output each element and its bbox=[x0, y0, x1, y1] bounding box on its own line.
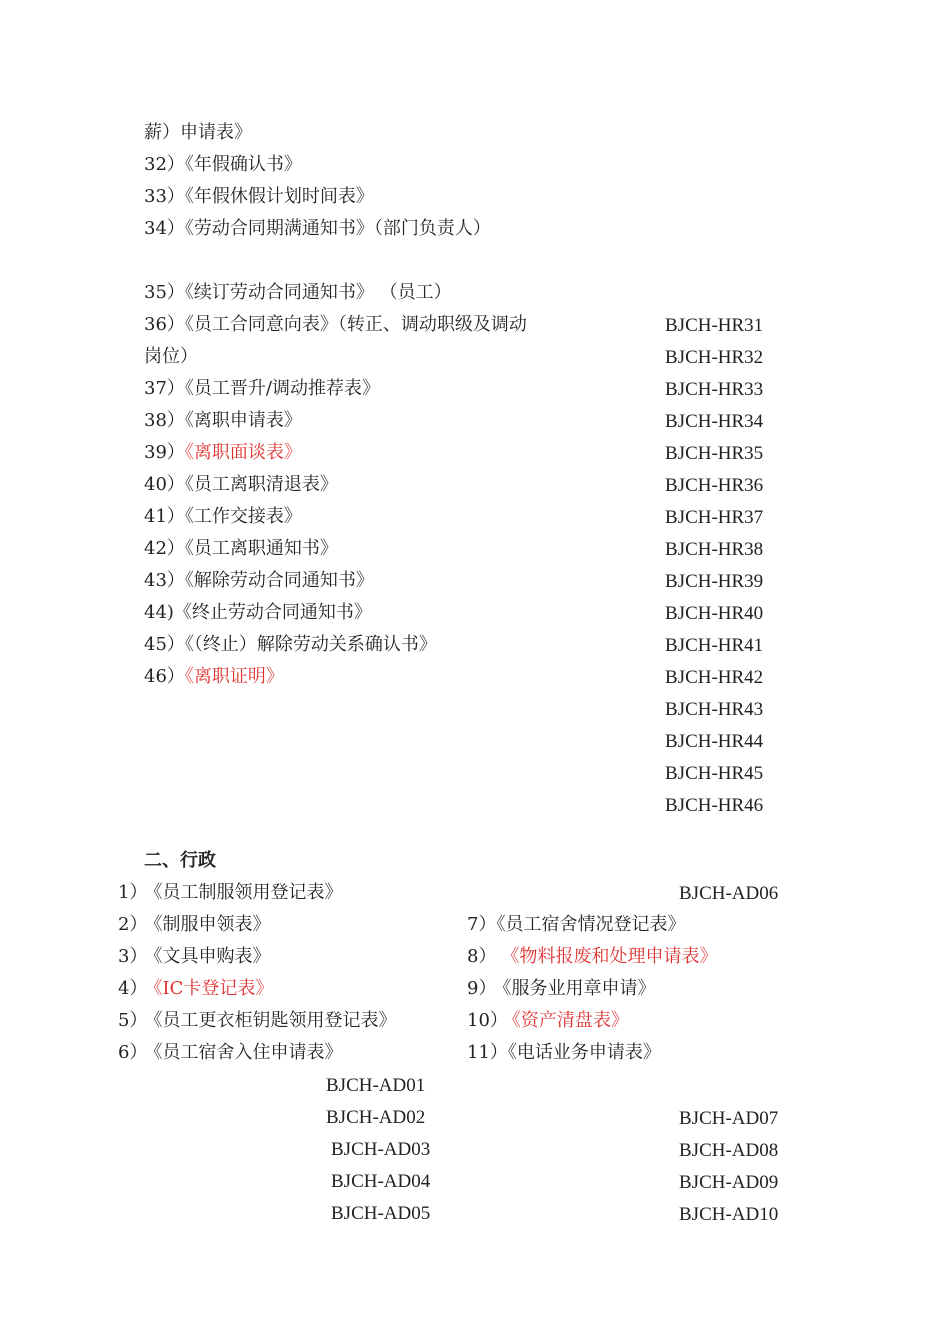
item-title-highlighted: 《资产清盘表》 bbox=[511, 1010, 629, 1031]
list-item: 44)《终止劳动合同通知书》 bbox=[144, 602, 372, 623]
item-title: 《员工宿舍入住申请表》 bbox=[153, 1042, 343, 1063]
item-number: 7） bbox=[467, 914, 497, 935]
form-code: BJCH-HR37 bbox=[665, 507, 764, 528]
form-code: BJCH-AD02 bbox=[326, 1107, 426, 1128]
item-number: 3） bbox=[118, 946, 148, 967]
item-title-highlighted: 《IC卡登记表》 bbox=[153, 978, 274, 999]
list-item bbox=[467, 1009, 629, 1033]
form-code: BJCH-HR42 bbox=[665, 667, 764, 688]
list-item bbox=[118, 945, 270, 969]
list-item: 岗位） bbox=[144, 346, 198, 367]
form-code: BJCH-AD08 bbox=[679, 1140, 779, 1161]
item-title: 《制服申领表》 bbox=[153, 914, 271, 935]
list-item: 40）《员工离职清退表》 bbox=[144, 474, 338, 495]
list-item: 43）《解除劳动合同通知书》 bbox=[144, 570, 374, 591]
form-code: BJCH-AD03 bbox=[331, 1139, 431, 1160]
item-title: 《员工宿舍情况登记表》 bbox=[496, 914, 686, 935]
form-code: BJCH-AD06 bbox=[679, 883, 779, 904]
list-item bbox=[118, 913, 270, 937]
form-code: BJCH-HR44 bbox=[665, 731, 764, 752]
list-item: 45）《（终止）解除劳动关系确认书》 bbox=[144, 634, 437, 655]
form-code: BJCH-AD10 bbox=[679, 1204, 779, 1225]
item-number: 46） bbox=[144, 666, 185, 687]
list-item bbox=[118, 977, 273, 1001]
list-item: 37）《员工晋升/调动推荐表》 bbox=[144, 378, 380, 399]
item-number: 11） bbox=[467, 1042, 508, 1063]
item-number: 6） bbox=[118, 1042, 148, 1063]
list-item bbox=[118, 1009, 396, 1033]
item-title: 《员工制服领用登记表》 bbox=[153, 882, 343, 903]
item-number: 10） bbox=[467, 1010, 508, 1031]
list-item: 32）《年假确认书》 bbox=[144, 154, 302, 175]
form-code: BJCH-AD07 bbox=[679, 1108, 779, 1129]
item-number: 9） bbox=[467, 978, 497, 999]
item-title: 《员工更衣柜钥匙领用登记表》 bbox=[153, 1010, 397, 1031]
form-code: BJCH-AD04 bbox=[331, 1171, 431, 1192]
item-number: 39） bbox=[144, 442, 185, 463]
form-code: BJCH-HR45 bbox=[665, 763, 764, 784]
list-item bbox=[118, 1041, 342, 1065]
list-item: 42）《员工离职通知书》 bbox=[144, 538, 338, 559]
item-title: 《文具申购表》 bbox=[153, 946, 271, 967]
list-item: 33）《年假休假计划时间表》 bbox=[144, 186, 374, 207]
form-code: BJCH-HR33 bbox=[665, 379, 764, 400]
list-item bbox=[467, 913, 685, 937]
form-code: BJCH-HR36 bbox=[665, 475, 764, 496]
form-code: BJCH-HR32 bbox=[665, 347, 764, 368]
form-code: BJCH-AD09 bbox=[679, 1172, 779, 1193]
form-code: BJCH-HR43 bbox=[665, 699, 764, 720]
form-code: BJCH-HR38 bbox=[665, 539, 764, 560]
item-number: 4） bbox=[118, 978, 148, 999]
form-code: BJCH-HR41 bbox=[665, 635, 764, 656]
form-code: BJCH-HR31 bbox=[665, 315, 764, 336]
list-item bbox=[144, 441, 302, 465]
list-item: 35）《续订劳动合同通知书》 （员工） bbox=[144, 282, 452, 303]
item-number: 8） bbox=[467, 946, 497, 967]
list-item bbox=[467, 977, 655, 1001]
item-number: 1） bbox=[118, 882, 148, 903]
section-heading: 二、行政 bbox=[144, 850, 216, 871]
form-code: BJCH-AD01 bbox=[326, 1075, 426, 1096]
list-item: 41）《工作交接表》 bbox=[144, 506, 302, 527]
list-item bbox=[467, 1041, 661, 1065]
list-item bbox=[144, 665, 284, 689]
item-title-highlighted: 《离职证明》 bbox=[184, 666, 284, 687]
list-item bbox=[118, 881, 342, 905]
item-title-highlighted: 《离职面谈表》 bbox=[184, 442, 302, 463]
list-item bbox=[467, 945, 717, 969]
item-number: 2） bbox=[118, 914, 148, 935]
item-number: 5） bbox=[118, 1010, 148, 1031]
form-code: BJCH-HR39 bbox=[665, 571, 764, 592]
item-title: 《服务业用章申请》 bbox=[502, 978, 656, 999]
list-item: 36）《员工合同意向表》（转正、调动职级及调动 bbox=[144, 314, 527, 335]
list-item: 薪）申请表》 bbox=[144, 122, 252, 143]
form-code: BJCH-HR40 bbox=[665, 603, 764, 624]
form-code: BJCH-HR35 bbox=[665, 443, 764, 464]
item-title-highlighted: 《物料报废和处理申请表》 bbox=[510, 946, 718, 967]
list-item: 38）《离职申请表》 bbox=[144, 410, 302, 431]
form-code: BJCH-HR46 bbox=[665, 795, 764, 816]
form-code: BJCH-AD05 bbox=[331, 1203, 431, 1224]
item-title: 《电话业务申请表》 bbox=[507, 1042, 661, 1063]
list-item: 34）《劳动合同期满通知书》（部门负责人） bbox=[144, 218, 491, 239]
form-code: BJCH-HR34 bbox=[665, 411, 764, 432]
